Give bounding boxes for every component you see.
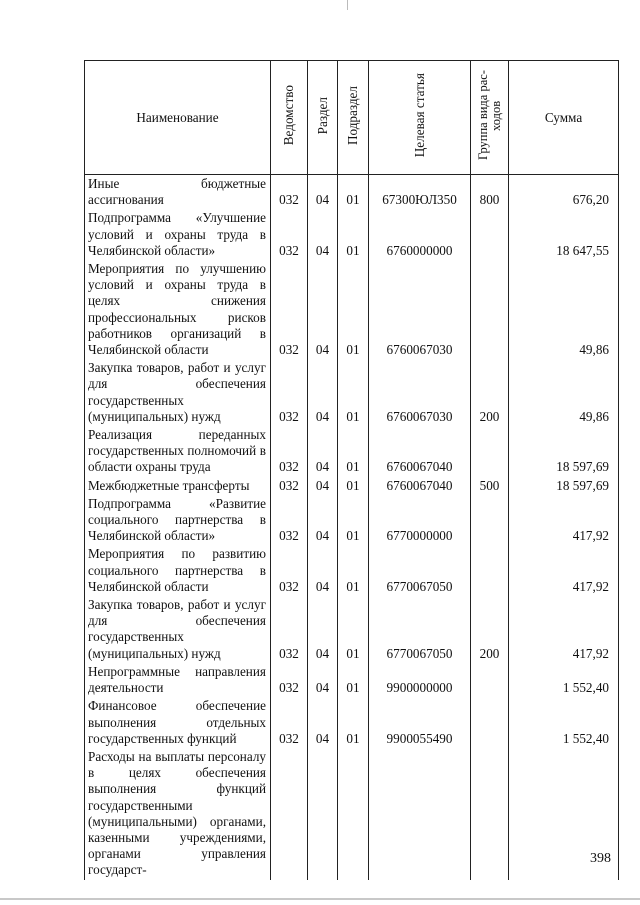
cell-vedomstvo: 032 (271, 545, 308, 596)
cell-celevaya-statya: 6770000000 (369, 495, 471, 546)
cell-vedomstvo: 032 (271, 663, 308, 697)
cell-podrazdel: 01 (338, 426, 369, 477)
cell-podrazdel: 01 (338, 495, 369, 546)
table-row (85, 175, 619, 210)
cell-gruppa (471, 545, 509, 596)
cell-celevaya-statya: 6760067030 (369, 260, 471, 359)
cell-name: Непрограммные направления деятельности (85, 663, 271, 697)
table-row (85, 596, 619, 663)
table-row (85, 545, 619, 596)
table-row (85, 748, 619, 880)
cell-gruppa (471, 495, 509, 546)
header-vedomstvo: Ведомство (271, 61, 308, 175)
table-row (85, 495, 619, 546)
cell-name: Расходы на выплаты персоналу в целях обеспечения выполнения функций государственными (муниципальными) органами, казенными учреждениями, органами управления государст- (85, 748, 271, 880)
cell-summa: 417,92 (509, 495, 619, 546)
cell-razdel: 04 (308, 545, 338, 596)
table-row (85, 260, 619, 359)
cell-vedomstvo: 032 (271, 495, 308, 546)
cell-gruppa (471, 663, 509, 697)
cell-name: Мероприятия по улучшению условий и охраны труда в целях снижения профессиональных рисков работников организаций в Челябинской области (85, 260, 271, 359)
cell-podrazdel: 01 (338, 209, 369, 260)
budget-table (84, 60, 619, 880)
cell-podrazdel: 01 (338, 596, 369, 663)
table-row (85, 697, 619, 748)
cell-celevaya-statya (369, 748, 471, 880)
cell-gruppa: 200 (471, 359, 509, 426)
cell-razdel: 04 (308, 260, 338, 359)
table-row (85, 359, 619, 426)
header-summa: Сумма (509, 61, 619, 175)
cell-razdel: 04 (308, 477, 338, 495)
cell-name: Закупка товаров, работ и услуг для обеспечения государственных (муниципальных) нужд (85, 596, 271, 663)
cell-razdel: 04 (308, 175, 338, 210)
cell-podrazdel: 01 (338, 697, 369, 748)
header-podrazdel: Подраздел (338, 61, 369, 175)
cell-name: Иные бюджетные ассигнования (85, 175, 271, 210)
header-gruppa-vida-rashodov: Группа вида рас-ходов (471, 61, 509, 175)
cell-vedomstvo: 032 (271, 477, 308, 495)
table-row (85, 663, 619, 697)
cell-vedomstvo: 032 (271, 697, 308, 748)
page-number: 398 (590, 851, 611, 866)
cell-razdel: 04 (308, 209, 338, 260)
cell-vedomstvo (271, 748, 308, 880)
cell-name: Подпрограмма «Развитие социального партнерства в Челябинской области» (85, 495, 271, 546)
cell-razdel (308, 748, 338, 880)
cell-gruppa (471, 209, 509, 260)
cell-summa: 1 552,40 (509, 663, 619, 697)
cell-celevaya-statya: 6770067050 (369, 545, 471, 596)
cell-podrazdel: 01 (338, 663, 369, 697)
header-razdel: Раздел (308, 61, 338, 175)
cell-summa: 18 647,55 (509, 209, 619, 260)
cell-podrazdel: 01 (338, 359, 369, 426)
table-header-row (85, 61, 619, 175)
cell-podrazdel (338, 748, 369, 880)
cell-name: Финансовое обеспечение выполнения отдельных государственных функций (85, 697, 271, 748)
cell-celevaya-statya: 6760067030 (369, 359, 471, 426)
cell-razdel: 04 (308, 697, 338, 748)
cell-razdel: 04 (308, 596, 338, 663)
cell-name: Реализация переданных государственных полномочий в области охраны труда (85, 426, 271, 477)
cell-vedomstvo: 032 (271, 359, 308, 426)
cell-celevaya-statya: 6770067050 (369, 596, 471, 663)
cell-celevaya-statya: 6760067040 (369, 426, 471, 477)
cell-vedomstvo: 032 (271, 596, 308, 663)
cell-podrazdel: 01 (338, 175, 369, 210)
scan-mark (347, 0, 348, 10)
cell-razdel: 04 (308, 426, 338, 477)
cell-summa: 417,92 (509, 545, 619, 596)
cell-summa: 1 552,40 (509, 697, 619, 748)
budget-table-wrapper (84, 60, 618, 880)
header-celevaya-statya: Целевая статья (369, 61, 471, 175)
table-row (85, 426, 619, 477)
cell-name: Мероприятия по развитию социального партнерства в Челябинской области (85, 545, 271, 596)
cell-summa: 49,86 (509, 359, 619, 426)
cell-name: Межбюджетные трансферты (85, 477, 271, 495)
cell-vedomstvo: 032 (271, 209, 308, 260)
cell-summa: 417,92 (509, 596, 619, 663)
cell-podrazdel: 01 (338, 477, 369, 495)
cell-vedomstvo: 032 (271, 260, 308, 359)
cell-gruppa (471, 697, 509, 748)
cell-celevaya-statya: 6760000000 (369, 209, 471, 260)
table-row (85, 477, 619, 495)
table-row (85, 209, 619, 260)
cell-gruppa: 800 (471, 175, 509, 210)
cell-razdel: 04 (308, 663, 338, 697)
cell-gruppa (471, 748, 509, 880)
cell-vedomstvo: 032 (271, 426, 308, 477)
cell-razdel: 04 (308, 495, 338, 546)
cell-celevaya-statya: 67300ЮЛ350 (369, 175, 471, 210)
cell-vedomstvo: 032 (271, 175, 308, 210)
cell-name: Подпрограмма «Улучшение условий и охраны труда в Челябинской области» (85, 209, 271, 260)
cell-name: Закупка товаров, работ и услуг для обеспечения государственных (муниципальных) нужд (85, 359, 271, 426)
cell-gruppa: 200 (471, 596, 509, 663)
cell-podrazdel: 01 (338, 260, 369, 359)
header-name: Наименование (85, 61, 271, 175)
cell-podrazdel: 01 (338, 545, 369, 596)
bottom-edge-line (0, 898, 640, 900)
cell-summa: 676,20 (509, 175, 619, 210)
cell-gruppa (471, 260, 509, 359)
cell-summa: 18 597,69 (509, 426, 619, 477)
cell-celevaya-statya: 6760067040 (369, 477, 471, 495)
cell-gruppa: 500 (471, 477, 509, 495)
cell-razdel: 04 (308, 359, 338, 426)
cell-summa: 18 597,69 (509, 477, 619, 495)
cell-celevaya-statya: 9900055490 (369, 697, 471, 748)
cell-gruppa (471, 426, 509, 477)
cell-summa: 49,86 (509, 260, 619, 359)
cell-celevaya-statya: 9900000000 (369, 663, 471, 697)
